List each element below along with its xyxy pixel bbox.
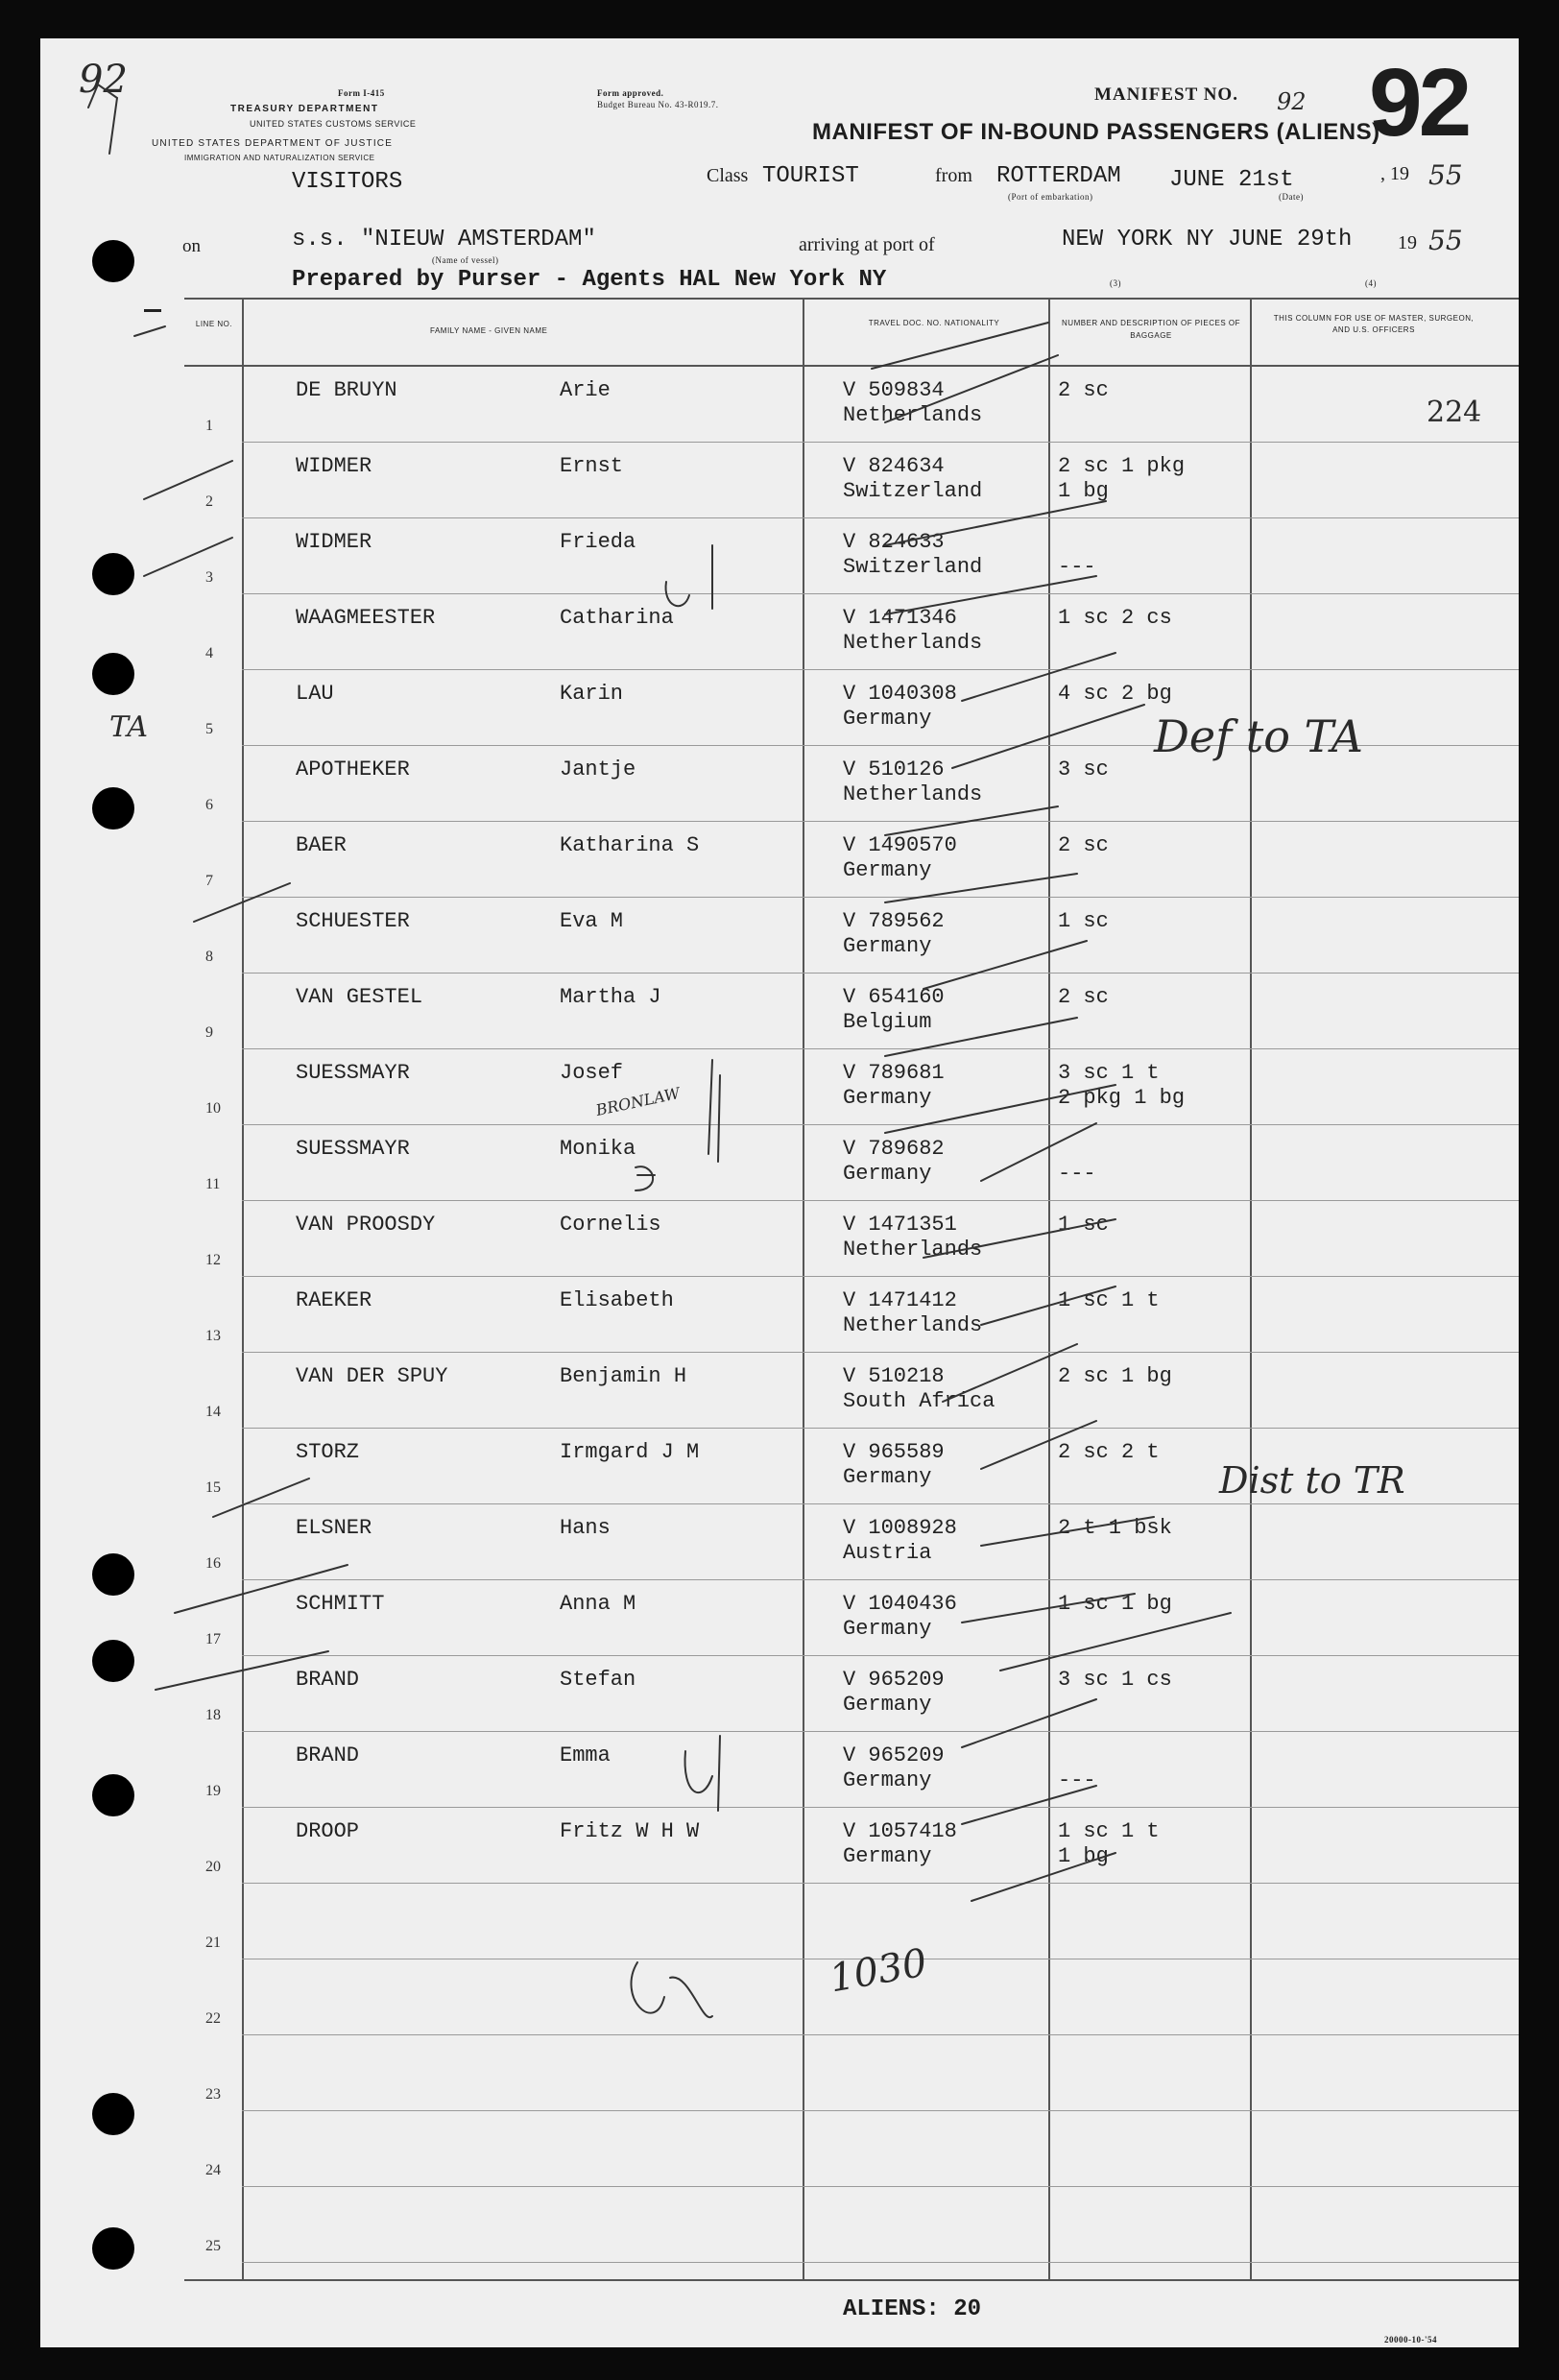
from-label: from (935, 165, 972, 186)
line-number: 24 (205, 2162, 221, 2178)
nationality: Germany (843, 1768, 932, 1792)
family-name: RAEKER (296, 1288, 372, 1312)
family-name: ELSNER (296, 1516, 372, 1540)
family-name: WIDMER (296, 454, 372, 478)
travel-doc-number: V 965589 (843, 1440, 945, 1464)
travel-doc-number: V 824633 (843, 530, 945, 554)
line-number: 7 (205, 873, 213, 889)
line-number: 18 (205, 1707, 221, 1723)
baggage-line-1: 1 sc 1 t (1058, 1288, 1160, 1312)
header-baggage: NUMBER AND DESCRIPTION OF PIECES OF BAGGAGE (1062, 319, 1240, 340)
line-number: 19 (205, 1783, 221, 1799)
baggage-line-1: 2 sc (1058, 378, 1109, 402)
family-name: BRAND (296, 1668, 360, 1692)
line-number: 9 (205, 1024, 213, 1041)
column-3-marker: (3) (1110, 278, 1121, 288)
baggage-line-2: --- (1058, 1162, 1096, 1186)
line-number: 15 (205, 1479, 221, 1496)
header-line-no: LINE NO. (195, 320, 233, 328)
family-name: BAER (296, 833, 347, 857)
given-name: Cornelis (560, 1213, 661, 1237)
arrival-year-prefix: 19 (1398, 232, 1417, 253)
given-name: Ernst (560, 454, 624, 478)
given-name: Benjamin H (560, 1364, 687, 1388)
family-name: VAN GESTEL (296, 985, 423, 1009)
travel-doc-number: V 510126 (843, 757, 945, 781)
baggage-line-1: 3 sc 1 t (1058, 1061, 1160, 1085)
family-name: BRAND (296, 1743, 360, 1767)
embarkation-date: JUNE 21st (1169, 167, 1294, 193)
nationality: Switzerland (843, 555, 983, 579)
suessmayr-annotation: BRONLAW (593, 1083, 682, 1120)
immigration-service: IMMIGRATION AND NATURALIZATION SERVICE (184, 154, 375, 162)
line-number: 10 (205, 1100, 221, 1117)
class-value: TOURIST (762, 163, 859, 189)
manifest-sheet (40, 38, 1519, 2347)
family-name: VAN DER SPUY (296, 1364, 448, 1388)
family-name: DE BRUYN (296, 378, 397, 402)
aliens-total: ALIENS: 20 (843, 2296, 982, 2322)
on-label: on (182, 236, 201, 256)
baggage-line-2: 1 bg (1058, 1844, 1109, 1868)
bottom-signature-number: 1030 (826, 1940, 931, 2002)
given-name: Irmgard J M (560, 1440, 700, 1464)
year-value: 55 (1428, 159, 1463, 191)
family-name: SCHUESTER (296, 909, 410, 933)
given-name: Monika (560, 1137, 636, 1161)
family-name: VAN PROOSDY (296, 1213, 436, 1237)
baggage-line-2: --- (1058, 555, 1096, 579)
manifest-no-label: MANIFEST NO. (1094, 84, 1238, 105)
baggage-line-1: 2 sc 2 t (1058, 1440, 1160, 1464)
given-name: Emma (560, 1743, 611, 1767)
lau-annotation: Def to TA (1154, 710, 1363, 762)
travel-doc-number: V 1490570 (843, 833, 957, 857)
family-name: SCHMITT (296, 1592, 385, 1616)
line-number: 25 (205, 2238, 221, 2254)
family-name: SUESSMAYR (296, 1137, 410, 1161)
line-number: 1 (205, 418, 213, 434)
line-number: 14 (205, 1404, 221, 1420)
line-number: 11 (205, 1176, 221, 1192)
nationality: Germany (843, 1617, 932, 1641)
baggage-line-1: 1 sc 1 t (1058, 1819, 1160, 1843)
footer-code: 20000-10-'54 (1384, 2335, 1437, 2344)
baggage-line-1: 2 sc (1058, 985, 1109, 1009)
nationality: Germany (843, 934, 932, 958)
treasury-department: TREASURY DEPARTMENT (230, 104, 379, 114)
travel-doc-number: V 1008928 (843, 1516, 957, 1540)
manifest-title: MANIFEST OF IN-BOUND PASSENGERS (ALIENS) (812, 119, 1380, 145)
justice-department: UNITED STATES DEPARTMENT OF JUSTICE (152, 138, 394, 149)
row1-annotation: 224 (1427, 396, 1482, 429)
travel-doc-number: V 789682 (843, 1137, 945, 1161)
baggage-line-1: 3 sc 1 cs (1058, 1668, 1172, 1692)
header-name: FAMILY NAME - GIVEN NAME (430, 326, 548, 335)
travel-doc-number: V 1471351 (843, 1213, 957, 1237)
given-name: Jantje (560, 757, 636, 781)
arrival-year: 55 (1428, 225, 1463, 256)
travel-doc-number: V 1057418 (843, 1819, 957, 1843)
baggage-line-1: 1 sc (1058, 1213, 1109, 1237)
given-name: Frieda (560, 530, 636, 554)
travel-doc-number: V 1471346 (843, 606, 957, 630)
arriving-label: arriving at port of (799, 234, 935, 255)
vessel-caption: (Name of vessel) (432, 255, 499, 265)
baggage-line-1: 2 sc (1058, 833, 1109, 857)
family-name: STORZ (296, 1440, 360, 1464)
line-number: 22 (205, 2010, 221, 2027)
given-name: Karin (560, 682, 624, 706)
line-number: 8 (205, 949, 213, 965)
baggage-line-1: 3 sc (1058, 757, 1109, 781)
port-of-embarkation: ROTTERDAM (996, 163, 1121, 189)
line-number: 17 (205, 1631, 221, 1647)
visitors-label: VISITORS (292, 169, 403, 195)
nationality: Belgium (843, 1010, 932, 1034)
line-number: 20 (205, 1859, 221, 1875)
travel-doc-number: V 654160 (843, 985, 945, 1009)
nationality: Netherlands (843, 1238, 983, 1262)
baggage-line-1: 2 sc 1 pkg (1058, 454, 1186, 478)
given-name: Anna M (560, 1592, 636, 1616)
line-number: 2 (205, 493, 213, 510)
budget-bureau: Budget Bureau No. 43-R019.7. (597, 100, 719, 109)
travel-doc-number: V 1040436 (843, 1592, 957, 1616)
family-name: SUESSMAYR (296, 1061, 410, 1085)
given-name: Eva M (560, 909, 624, 933)
given-name: Stefan (560, 1668, 636, 1692)
travel-doc-number: V 824634 (843, 454, 945, 478)
nationality: Germany (843, 1465, 932, 1489)
nationality: Germany (843, 707, 932, 731)
customs-service: UNITED STATES CUSTOMS SERVICE (250, 119, 417, 129)
travel-doc-number: V 510218 (843, 1364, 945, 1388)
class-label: Class (707, 165, 749, 186)
nationality: Germany (843, 1844, 932, 1868)
nationality: Switzerland (843, 479, 983, 503)
baggage-line-1: 1 sc (1058, 909, 1109, 933)
given-name: Elisabeth (560, 1288, 674, 1312)
baggage-line-1: 2 t 1 bsk (1058, 1516, 1172, 1540)
line-number: 6 (205, 797, 213, 813)
travel-doc-number: V 509834 (843, 378, 945, 402)
nationality: Germany (843, 1086, 932, 1110)
given-name: Catharina (560, 606, 674, 630)
nationality: Germany (843, 858, 932, 882)
manifest-no-value: 92 (1277, 88, 1307, 115)
baggage-line-2: --- (1058, 1768, 1096, 1792)
given-name: Hans (560, 1516, 611, 1540)
family-name: APOTHEKER (296, 757, 410, 781)
nationality: Netherlands (843, 403, 983, 427)
prepared-by: Prepared by Purser - Agents HAL New York NY (292, 267, 887, 293)
handwriting-strokes (40, 38, 1519, 2347)
family-name: WIDMER (296, 530, 372, 554)
year-prefix: , 19 (1380, 163, 1409, 184)
baggage-line-1: 1 sc 1 bg (1058, 1592, 1172, 1616)
header-travel-doc: TRAVEL DOC. NO. NATIONALITY (868, 319, 1000, 327)
nationality: Netherlands (843, 782, 983, 806)
family-name: WAAGMEESTER (296, 606, 436, 630)
line-number: 23 (205, 2086, 221, 2103)
baggage-line-2: 2 pkg 1 bg (1058, 1086, 1186, 1110)
baggage-line-1: 1 sc 2 cs (1058, 606, 1172, 630)
travel-doc-number: V 789562 (843, 909, 945, 933)
big-manifest-number: 92 (1369, 49, 1469, 156)
travel-doc-number: V 1471412 (843, 1288, 957, 1312)
line-number: 3 (205, 569, 213, 586)
travel-doc-number: V 789681 (843, 1061, 945, 1085)
nationality: Austria (843, 1541, 932, 1565)
nationality: Netherlands (843, 1313, 983, 1337)
column-4-marker: (4) (1365, 278, 1377, 288)
nationality: Germany (843, 1162, 932, 1186)
line-number: 5 (205, 721, 213, 737)
nationality: Germany (843, 1693, 932, 1717)
given-name: Arie (560, 378, 611, 402)
family-name: DROOP (296, 1819, 360, 1843)
arrival-port-date: NEW YORK NY JUNE 29th (1062, 227, 1353, 252)
vessel-name: s.s. "NIEUW AMSTERDAM" (292, 227, 596, 252)
date-caption: (Date) (1279, 192, 1304, 202)
line-number: 12 (205, 1252, 221, 1268)
left-margin-mark: TA (109, 710, 149, 744)
header-officers: THIS COLUMN FOR USE OF MASTER, SURGEON, AND U.S. OFFICERS (1273, 314, 1475, 334)
line-number: 16 (205, 1555, 221, 1572)
nationality: South Africa (843, 1389, 995, 1413)
baggage-line-1: 2 sc 1 bg (1058, 1364, 1172, 1388)
form-number: Form I-415 (338, 88, 385, 98)
storz-annotation: Dist to TR (1219, 1459, 1405, 1502)
baggage-line-1: 4 sc 2 bg (1058, 682, 1172, 706)
port-caption: (Port of embarkation) (1008, 192, 1093, 202)
travel-doc-number: V 1040308 (843, 682, 957, 706)
nationality: Netherlands (843, 631, 983, 655)
line-number: 21 (205, 1935, 221, 1951)
given-name: Martha J (560, 985, 661, 1009)
baggage-line-2: 1 bg (1058, 479, 1109, 503)
given-name: Fritz W H W (560, 1819, 700, 1843)
given-name: Katharina S (560, 833, 700, 857)
given-name: Josef (560, 1061, 624, 1085)
form-approved: Form approved. (597, 88, 664, 98)
corner-note: 92 (79, 58, 128, 102)
family-name: LAU (296, 682, 334, 706)
line-number: 4 (205, 645, 213, 661)
travel-doc-number: V 965209 (843, 1743, 945, 1767)
line-number: 13 (205, 1328, 221, 1344)
travel-doc-number: V 965209 (843, 1668, 945, 1692)
